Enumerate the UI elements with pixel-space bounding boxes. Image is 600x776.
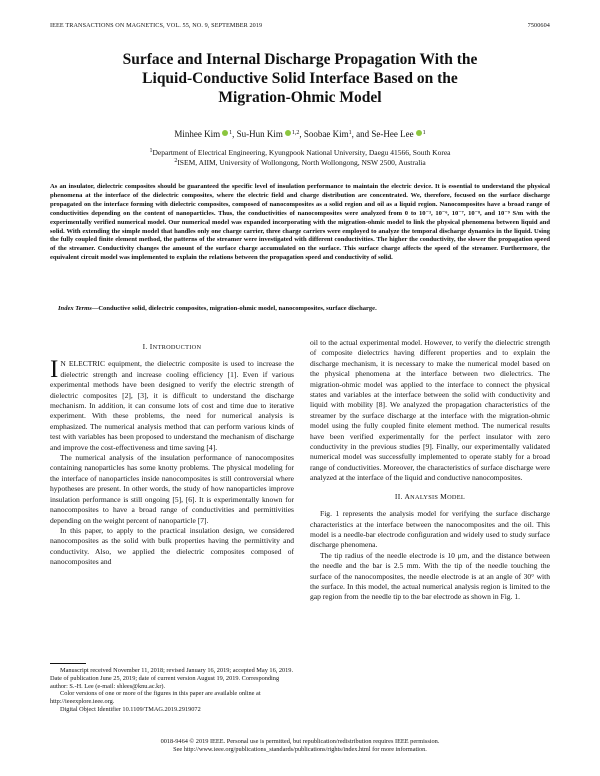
- affiliation-1: [40, 148, 560, 157]
- footnote: Manuscript received November 11, 2018; revised January 16, 2019; accepted May 16, 2019. Date of publication June 25, 2019; date of current version August 19, 2019. Corresponding author: S.-H. Lee (e-mail: shlees@knu.ac.kr).: [50, 667, 294, 690]
- analysis-paragraph-1: Fig. 1 represents the analysis model for verifying the surface discharge characteristics at the interface between the nanocomposites and the oil. This model is a needle-bar electrode configuration and widely used to study surface discharge phenomena.: [310, 509, 550, 550]
- section-heading-rest: ODEL: [447, 493, 466, 501]
- affiliation-text: ISEM, AIIM, University of Wollongong, North Wollongong, NSW 2500, Australia: [177, 158, 426, 167]
- paper-title: [40, 50, 560, 107]
- left-column: [50, 338, 294, 568]
- footnote-doi: Digital Object Identifier 10.1109/TMAG.2019.2919072: [60, 705, 201, 713]
- title-line: Surface and Internal Discharge Propagation With the: [122, 51, 478, 68]
- author-separator: ,: [299, 129, 304, 139]
- author-list: [40, 129, 560, 139]
- affiliation-mark: 1: [149, 148, 153, 154]
- author-name: Su-Hun Kim: [236, 129, 283, 139]
- copyright-line: 0018-9464 © 2019 IEEE. Personal use is permitted, but republication/redistribution requires IEEE permission.: [160, 738, 440, 745]
- section-numeral: II.: [394, 491, 405, 501]
- intro-paragraph-2: The numerical analysis of the insulation performance of nanocomposites containing nanoparticles has some knotty problems. The physical modeling for the interface of nanoparticles inside nanocomposites is still controversial where hypotheses are present. In other words, the study of how nanoparticles improve insulation performance is still ongoing [5], [6]. It is experimentally known for nanocomposites to have a broad range of conductivities and permittivities depending on the weight percent of nanoparticle [7].: [50, 453, 294, 525]
- drop-cap: I: [50, 356, 59, 384]
- intro-paragraph-continued: oil to the actual experimental model. However, to verify the dielectric strength of composite dielectrics having different properties and to explain the discharge mechanism, it is necessary to make the numerical model based on the physical phenomena at the interface between two dielectrics. The migration-ohmic model was applied to the interface to connect the physical states and variables at the interface between the solid with conductivity and liquid with mobility [8]. We analyzed the propagation characteristics of the streamer by the surface discharge at the interface with the migration-ohmic model using the fully coupled finite element method. The numerical results have been verified experimentally for the perfect insulator with zero conductivity in the previous studies [9]. Finally, our experimentally validated numerical model was successfully implemented to operate stably for a broad range of conductivities. Moreover, the characteristics of surface discharge were analyzed at the interface of the liquid and conductive nanocomposites.: [310, 338, 550, 483]
- section-heading-rest: NTRODUCTION: [152, 344, 202, 351]
- author-separator: , and: [351, 129, 372, 139]
- abstract: As an insulator, dielectric composites should be guaranteed the specific level of insulation performance to maintain the electric device. It is essential to understand the physical phenomena at the interface of the dielectric composites, where the electric field and charge distribution are concentrated. We, therefore, focused on the surface discharge propagated on the interface forming with dielectric composites, composed of nanocomposites as a solid region and oil as a liquid region. Nanocomposites have a broad range of conductivities depending on the content of nanoparticles. Thus, the conductivities of nanocomposites were analyzed from 0 to 10⁻³, 10⁻⁶, 10⁻⁷, 10⁻⁸, and 10⁻⁹ S/m with the experimentally verified numerical model. Our numerical model was expanded incorporating with the migration-ohmic model to link the physical phenomena between liquid and solid. With extending the simple model that handles only one charge carrier, three charge carriers were employed to analyze the temporal discharge dynamics in the liquid. Using the fully coupled finite element method, the patterns of the streamer were investigated with different conductivities. The higher the conductivity, the slower the propagation speed of the streamer. Conductivity changes the amount of the surface charge accumulated on the surface. This surface charge affects the speed of the streamer. Furthermore, the equivalent circuit model was implemented to explain the relations between the propagation speed and conductivity of solid.: [50, 183, 550, 262]
- running-header-article-number: 7500604: [527, 22, 550, 29]
- footnote: Color versions of one or more of the figures in this paper are available online at http://ieeexplore.ieee.org.: [50, 690, 261, 706]
- affiliation-mark: 2: [174, 158, 178, 164]
- author-name: Se-Hee Lee: [371, 129, 414, 139]
- affiliation-2: [40, 158, 560, 167]
- author-affiliation-mark: 1: [348, 130, 352, 136]
- author-name: Minhee Kim: [174, 129, 221, 139]
- author-affiliation-mark: 1,2: [291, 130, 300, 136]
- footnote-divider: [50, 663, 86, 664]
- section-heading-introduction: [50, 342, 294, 353]
- section-heading-initial: A: [404, 491, 411, 501]
- section-numeral: I.: [142, 342, 150, 351]
- author-name: Soobae Kim: [303, 129, 349, 139]
- section-heading-rest: NALYSIS: [410, 493, 441, 501]
- paragraph-text: equipment, the dielectric composite is used to increase the dielectric strength and increase cooling efficiency [1]. Even if various experimental methods have been designed to verify the electric strength of dielectric composites [2], [3], it is difficult to understand the discharge mechanism. In addition, it can consume lots of cost and time due to iterative experiment. With these problems, the need for numerical analysis is emphasized. The numerical analysis method that can perform various kinds of test with variables has been proposed to understand the mechanism of discharge and improve the cost-effectiveness and time saving [4].: [50, 359, 294, 452]
- orcid-icon[interactable]: [222, 130, 228, 136]
- section-heading-analysis-model: [310, 492, 550, 503]
- right-column: [310, 338, 550, 603]
- index-terms-text: —Conductive solid, dielectric composites, migration-ohmic model, nanocomposites, surface discharge.: [91, 305, 377, 312]
- author-separator: ,: [232, 129, 237, 139]
- lead-in-caps: N ELECTRIC: [60, 359, 105, 369]
- running-header-journal: IEEE TRANSACTIONS ON MAGNETICS, VOL. 55, NO. 9, SEPTEMBER 2019: [50, 22, 263, 29]
- index-terms: [58, 305, 550, 312]
- title-line: Migration-Ohmic Model: [218, 89, 382, 106]
- index-terms-label: Index Terms: [58, 305, 92, 312]
- footnotes: [50, 667, 294, 714]
- section-heading-initial: I: [149, 342, 153, 351]
- intro-paragraph-3: In this paper, to apply to the practical insulation design, we considered nanocomposites as the solid with bulk properties having the permittivity and conductivity. Also, we applied the dielectric composites composed of nanocomposites and: [50, 525, 294, 567]
- copyright-footer: [40, 738, 560, 754]
- author-affiliation-mark: 1: [422, 130, 426, 136]
- analysis-paragraph-2: The tip radius of the needle electrode is 10 μm, and the distance between the needle and the bar is 2.5 mm. With the tip of the needle touching the surface of the nanocomposites, the needle electrode is at an angle of 30° with the surface. In this model, the actual numerical analysis region is limited to the gap region from the needle tip to the bar electrode as shown in Fig. 1.: [310, 550, 550, 602]
- title-line: Liquid-Conductive Solid Interface Based on the: [142, 70, 458, 87]
- orcid-icon[interactable]: [416, 130, 422, 136]
- section-heading-initial: M: [440, 491, 448, 501]
- rights-link-line[interactable]: See http://www.ieee.org/publications_standards/publications/rights/index.html for more information.: [173, 745, 427, 753]
- intro-paragraph-1: [50, 356, 294, 453]
- orcid-icon[interactable]: [285, 130, 291, 136]
- author-affiliation-mark: 1: [229, 130, 233, 136]
- affiliation-text: Department of Electrical Engineering, Kyungpook National University, Daegu 41566, South Korea: [152, 148, 451, 157]
